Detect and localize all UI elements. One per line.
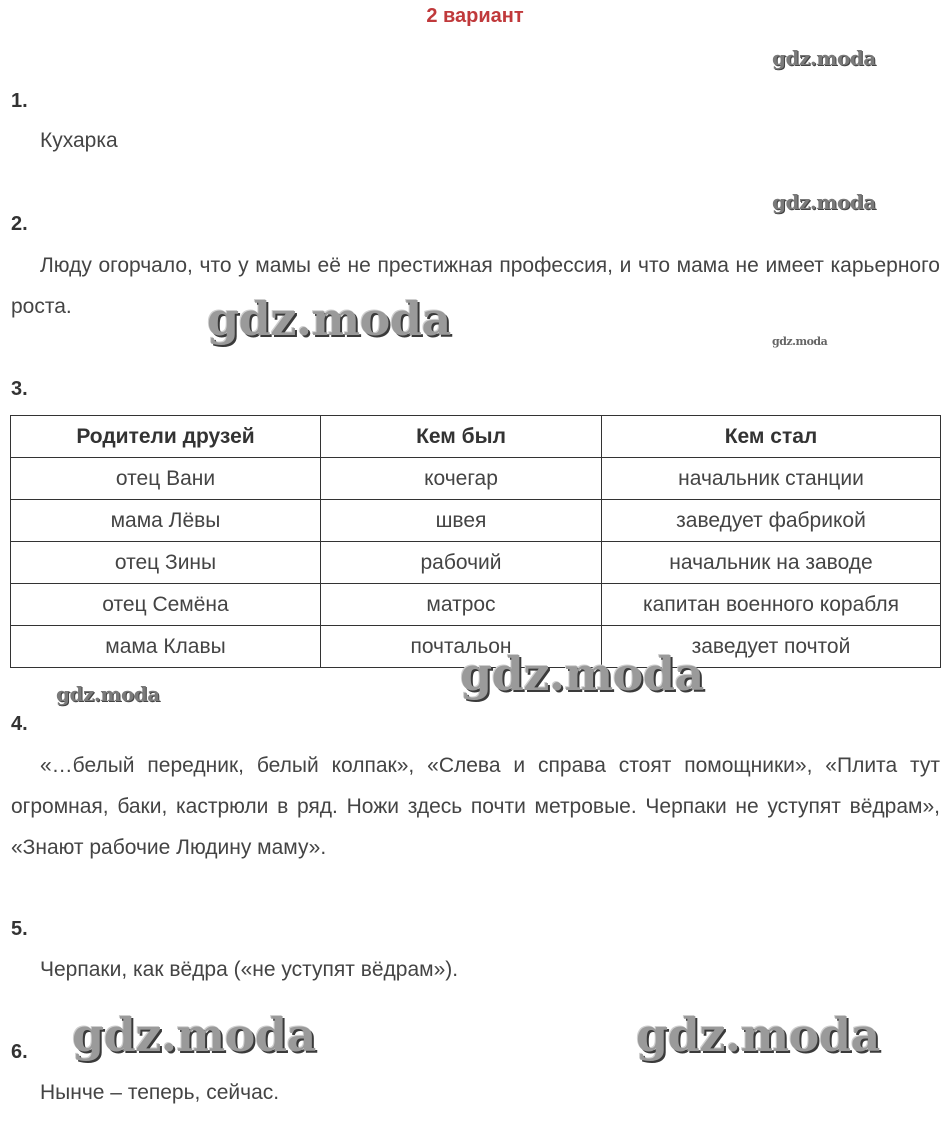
question-6-answer: Нынче – теперь, сейчас.: [40, 1081, 280, 1104]
table-cell: начальник станции: [602, 458, 941, 500]
watermark: gdz.moda: [772, 190, 876, 214]
question-5-number: 5.: [11, 918, 28, 940]
table-header-row: [11, 416, 941, 458]
table-cell: швея: [321, 500, 602, 542]
table-header-cell: Кем стал: [602, 416, 941, 458]
table-cell: отец Зины: [11, 542, 321, 584]
question-1-number: 1.: [11, 90, 28, 112]
watermark: gdz.moda: [56, 682, 160, 706]
table-cell: кочегар: [321, 458, 602, 500]
table-cell: мама Клавы: [11, 626, 321, 668]
watermark: gdz.moda: [207, 292, 451, 346]
table-cell: начальник на заводе: [602, 542, 941, 584]
table-row: [11, 500, 941, 542]
question-2-answer: Люду огорчало, что у мамы её не престижная профессия, и что мама не имеет карьерного роста.: [11, 254, 940, 318]
question-4-answer: «…белый передник, белый колпак», «Слева и справа стоят помощники», «Плита тут огромная, баки, кастрюли в ряд. Ножи здесь почти метровые. Черпаки не уступят вёдрам», «Знают рабочие Людину маму».: [11, 754, 940, 859]
table-row: [11, 584, 941, 626]
table-header-cell: Родители друзей: [11, 416, 321, 458]
watermark: gdz.moda: [636, 1008, 880, 1062]
question-6-number: 6.: [11, 1041, 28, 1063]
table-cell: капитан военного корабля: [602, 584, 941, 626]
table-cell: заведует почтой: [602, 626, 941, 668]
table-cell: рабочий: [321, 542, 602, 584]
question-4-number: 4.: [11, 713, 28, 735]
table-row: [11, 458, 941, 500]
question-1-answer: Кухарка: [40, 129, 118, 152]
table-cell: мама Лёвы: [11, 500, 321, 542]
table-cell: заведует фабрикой: [602, 500, 941, 542]
watermark: gdz.moda: [772, 46, 876, 70]
variant-title: 2 вариант: [426, 5, 524, 27]
table-cell: матрос: [321, 584, 602, 626]
question-2-number: 2.: [11, 213, 28, 235]
watermark: gdz.moda: [460, 647, 704, 701]
question-3-number: 3.: [11, 378, 28, 400]
table-header-cell: Кем был: [321, 416, 602, 458]
professions-table: [10, 415, 941, 668]
watermark: gdz.moda: [772, 335, 828, 348]
watermark: gdz.moda: [72, 1008, 316, 1062]
question-5-answer: Черпаки, как вёдра («не уступят вёдрам»).: [40, 958, 459, 981]
table-cell: почтальон: [321, 626, 602, 668]
table-cell: отец Вани: [11, 458, 321, 500]
table-cell: отец Семёна: [11, 584, 321, 626]
table-row: [11, 542, 941, 584]
